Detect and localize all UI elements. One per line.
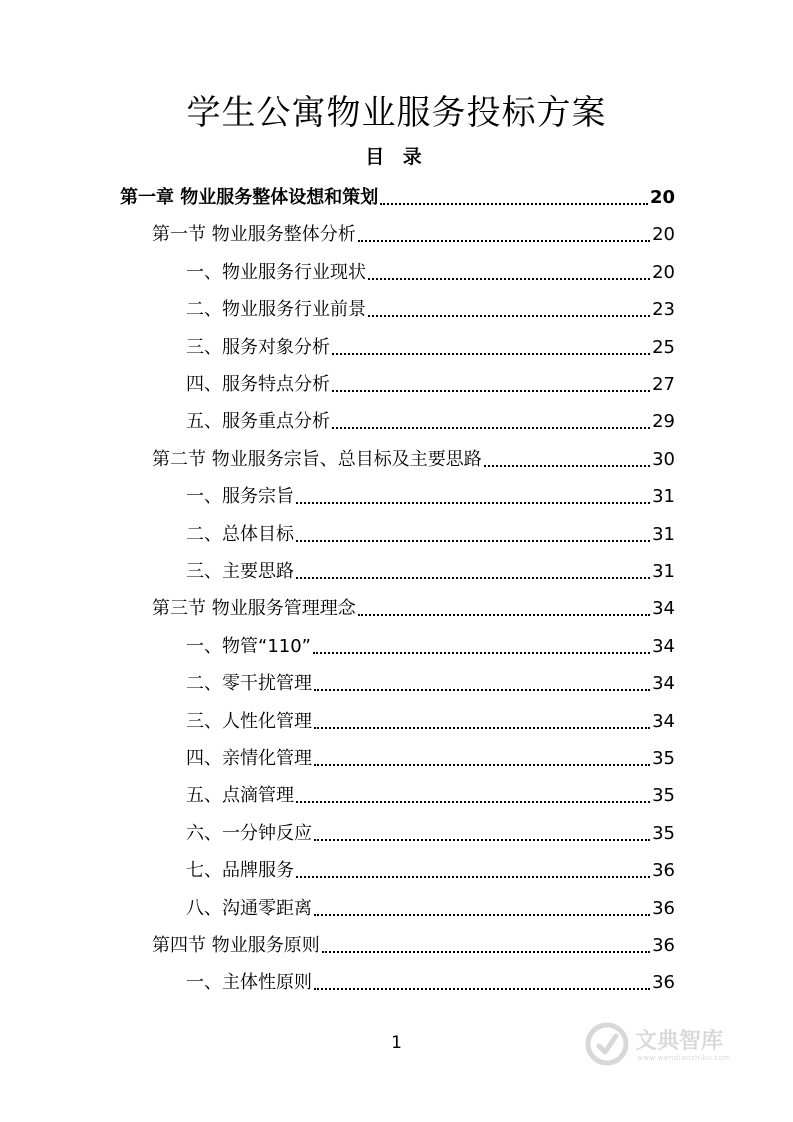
toc-entry[interactable] <box>186 781 675 809</box>
toc-entry[interactable] <box>186 894 675 922</box>
toc-leader-dots <box>314 839 650 841</box>
toc-leader-dots <box>380 203 648 205</box>
page-number: 1 <box>391 1033 402 1053</box>
toc-leader-dots <box>314 914 650 916</box>
toc-entry[interactable] <box>186 482 675 510</box>
toc-leader-dots <box>314 764 650 766</box>
toc-entry-page: 34 <box>652 673 675 695</box>
toc-entry[interactable] <box>186 333 675 361</box>
toc-leader-dots <box>358 614 650 616</box>
toc-entry[interactable] <box>186 632 675 660</box>
toc-entry-page: 29 <box>652 411 675 433</box>
toc-leader-dots <box>332 427 650 429</box>
toc-entry-page: 31 <box>652 523 675 545</box>
toc-entry-page: 35 <box>652 785 675 807</box>
toc-entry-page: 34 <box>652 635 675 657</box>
toc-entry-page: 20 <box>652 224 675 246</box>
toc-entry-page: 23 <box>652 299 675 321</box>
toc-leader-dots <box>296 801 650 803</box>
toc-leader-dots <box>332 353 650 355</box>
toc-entry-label: 第四节 物业服务原则 <box>152 935 320 956</box>
toc-entry-page: 31 <box>652 561 675 582</box>
toc-entry-label: 第二节 物业服务宗旨、总目标及主要思路 <box>152 448 482 470</box>
toc-entry-page: 36 <box>652 972 675 994</box>
toc-entry-label: 五、服务重点分析 <box>186 411 330 433</box>
toc-entry-page: 36 <box>652 860 675 882</box>
toc-entry-page: 20 <box>652 261 675 283</box>
toc-entry[interactable] <box>120 183 675 211</box>
toc-entry[interactable] <box>186 856 675 884</box>
toc-entry-page: 27 <box>652 374 675 395</box>
document-title: 学生公寓物业服务投标方案 <box>186 93 607 133</box>
toc-entry[interactable] <box>186 295 675 323</box>
toc-entry-page: 25 <box>652 336 675 358</box>
toc-entry-label: 一、物管“110” <box>186 635 312 657</box>
toc-entry-label: 第一节 物业服务整体分析 <box>152 224 356 246</box>
toc-entry-label: 六、一分钟反应 <box>186 822 312 844</box>
toc-entry-label: 四、亲情化管理 <box>186 748 312 769</box>
toc-entry-label: 三、人性化管理 <box>186 710 312 732</box>
toc-entry-label: 三、主要思路 <box>186 561 294 582</box>
toc-entry-label: 二、总体目标 <box>186 523 294 545</box>
toc-leader-dots <box>296 540 650 542</box>
toc-entry-label: 三、服务对象分析 <box>186 336 330 358</box>
toc-leader-dots <box>314 988 650 990</box>
toc-entry-page: 34 <box>652 710 675 732</box>
toc-entry-label: 第一章 物业服务整体设想和策划 <box>120 187 379 208</box>
toc-entry-page: 20 <box>649 187 675 208</box>
toc-leader-dots <box>358 240 650 242</box>
toc-entry-page: 35 <box>652 822 675 844</box>
toc-entry-label: 八、沟通零距离 <box>186 897 312 919</box>
toc-entry[interactable] <box>152 220 675 248</box>
toc-entry[interactable] <box>152 594 675 622</box>
toc-leader-dots <box>314 689 650 691</box>
toc-entry-page: 35 <box>652 748 675 769</box>
toc-leader-dots <box>296 876 650 878</box>
toc-entry[interactable] <box>186 669 675 697</box>
watermark-text-block <box>629 1030 731 1062</box>
toc-leader-dots <box>296 502 650 504</box>
toc-entry[interactable] <box>152 931 675 959</box>
toc-leader-dots <box>296 577 650 579</box>
toc-entry[interactable] <box>186 819 675 847</box>
toc-entry-label: 七、品牌服务 <box>186 860 294 882</box>
watermark-url: www.wendianzhiku.com <box>637 1054 731 1062</box>
toc-entry-label: 二、物业服务行业前景 <box>186 299 366 321</box>
toc-entry-label: 一、主体性原则 <box>186 972 312 994</box>
toc-entry[interactable] <box>186 557 675 585</box>
watermark-logo-icon <box>585 1022 629 1070</box>
toc-leader-dots <box>368 315 650 317</box>
toc-entry[interactable] <box>186 707 675 735</box>
toc-entry-label: 第三节 物业服务管理理念 <box>152 598 356 620</box>
toc-leader-dots <box>332 390 650 392</box>
toc-entry-page: 36 <box>652 897 675 919</box>
toc-leader-dots <box>322 951 650 953</box>
toc-heading: 目 录 <box>365 146 428 168</box>
toc-entry[interactable] <box>186 407 675 435</box>
toc-entry-label: 二、零干扰管理 <box>186 673 312 695</box>
toc-entry-page: 31 <box>652 486 675 508</box>
toc-entry[interactable] <box>186 258 675 286</box>
toc-entry-label: 五、点滴管理 <box>186 785 294 807</box>
toc-entry[interactable] <box>152 445 675 473</box>
toc-entry-page: 34 <box>652 598 675 620</box>
toc-leader-dots <box>314 727 650 729</box>
toc-entry-label: 一、服务宗旨 <box>186 486 294 508</box>
toc-entry-label: 一、物业服务行业现状 <box>186 261 366 283</box>
toc-leader-dots <box>484 465 650 467</box>
watermark <box>585 1018 755 1074</box>
toc-entry[interactable] <box>186 968 675 996</box>
toc-entry-page: 30 <box>652 448 675 470</box>
toc-entry[interactable] <box>186 520 675 548</box>
toc-leader-dots <box>368 278 650 280</box>
toc-entry[interactable] <box>186 744 675 772</box>
toc-entry-label: 四、服务特点分析 <box>186 374 330 395</box>
toc-leader-dots <box>313 652 650 654</box>
toc-entry[interactable] <box>186 370 675 398</box>
watermark-name: 文典智库 <box>635 1029 724 1054</box>
toc-entry-page: 36 <box>652 935 675 956</box>
